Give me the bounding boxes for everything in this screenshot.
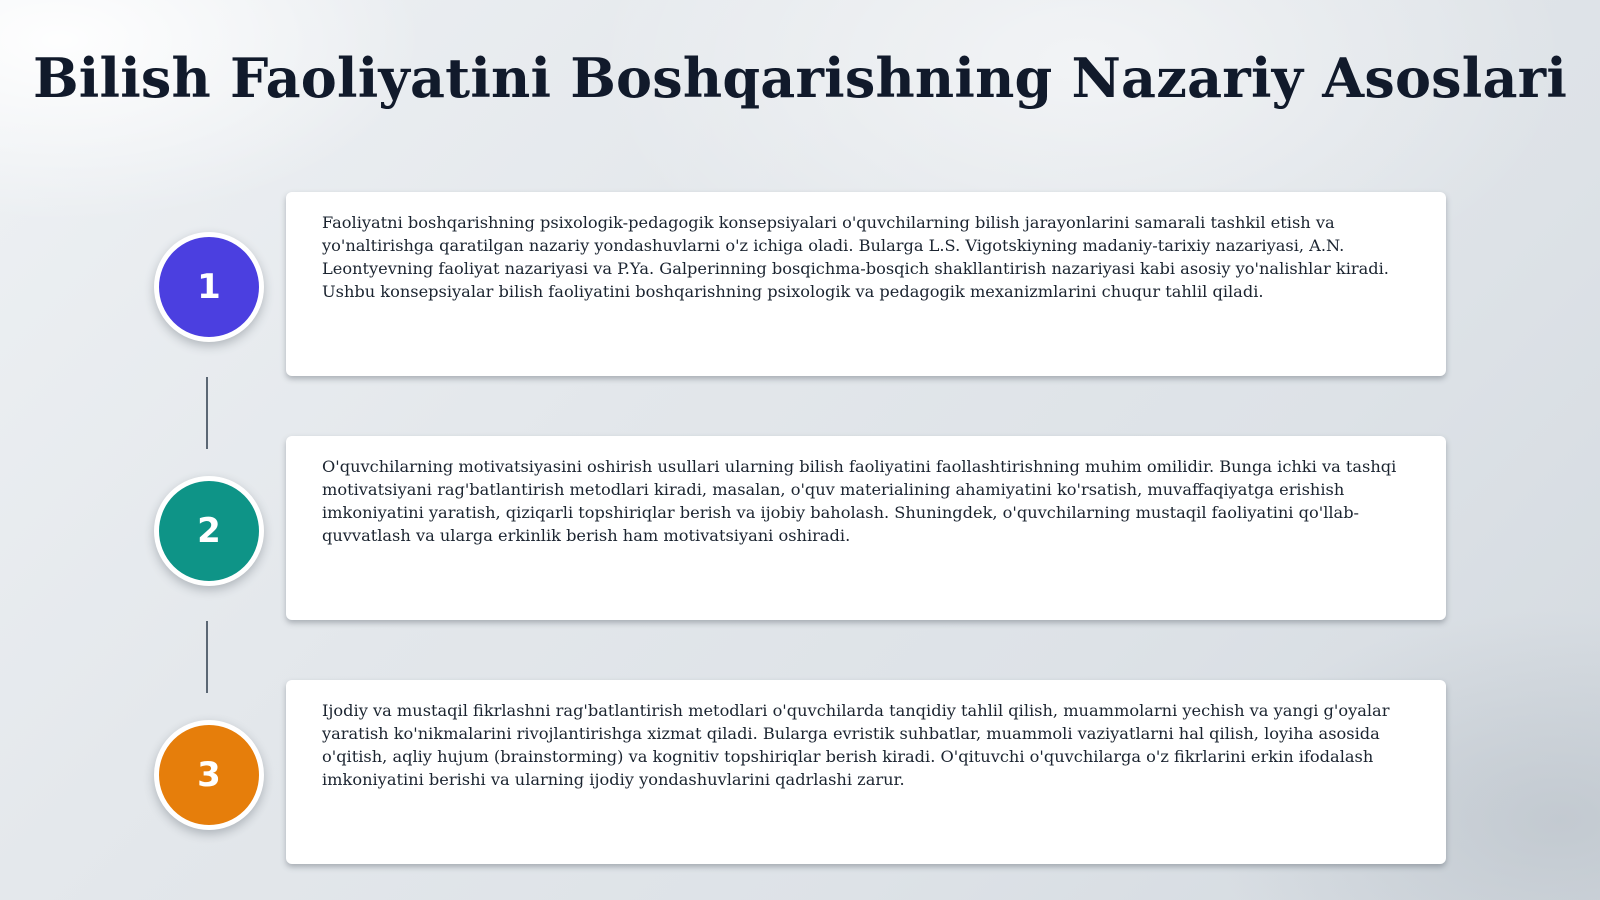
step-number-badge: 1 [154,232,264,342]
step-card [286,680,1446,864]
timeline-step-2 [0,436,1600,622]
step-number-badge: 3 [154,720,264,830]
slide-title: Bilish Faoliyatini Boshqarishning Nazariy Asoslari [32,46,1568,110]
step-card [286,192,1446,376]
step-description: Faoliyatni boshqarishning psixologik-pedagogik konsepsiyalari o'quvchilarning bilish jarayonlarini samarali tashkil etish va yo'naltirishga qaratilgan nazariy yondashuvlarni o'z ichiga oladi. Bularga L.S. Vigotskiyning madaniy-tarixiy nazariyasi, A.N. Leontyevning faoliyat nazariyasi va P.Ya. Galperinning bosqichma-bosqich shakllantirish nazariyasi kabi asosiy yo'nalishlar kiradi. Ushbu konsepsiyalar bilish faoliyatini boshqarishning psixologik va pedagogik mexanizmlarini chuqur tahlil qiladi. [322,213,1389,301]
step-description: Ijodiy va mustaqil fikrlashni rag'batlantirish metodlari o'quvchilarda tanqidiy tahlil qilish, muammolarni yechish va yangi g'oyalar yaratish ko'nikmalarini rivojlantirishga xizmat qiladi. Bularga evristik suhbatlar, muammoli vaziyatlarni hal qilish, loyiha asosida o'qitish, aqliy hujum (brainstorming) va kognitiv topshiriqlar berish kiradi. O'qituvchi o'quvchilarga o'z fikrlarini erkin ifodalash imkoniyatini berishi va ularning ijodiy yondashuvlarini qadrlashi zarur. [322,701,1390,789]
step-description: O'quvchilarning motivatsiyasini oshirish usullari ularning bilish faoliyatini faollashtirishning muhim omilidir. Bunga ichki va tashqi motivatsiyani rag'batlantirish metodlari kiradi, masalan, o'quv materialining ahamiyatini ko'rsatish, muvaffaqiyatga erishish imkoniyatini yaratish, qiziqarli topshiriqlar berish va ijobiy baholash. Shuningdek, o'quvchilarning mustaqil faoliyatini qo'llab-quvvatlash va ularga erkinlik berish ham motivatsiyani oshiradi. [322,457,1397,545]
timeline-step-1 [0,192,1600,378]
timeline-step-3 [0,680,1600,866]
step-card [286,436,1446,620]
step-number-badge: 2 [154,476,264,586]
